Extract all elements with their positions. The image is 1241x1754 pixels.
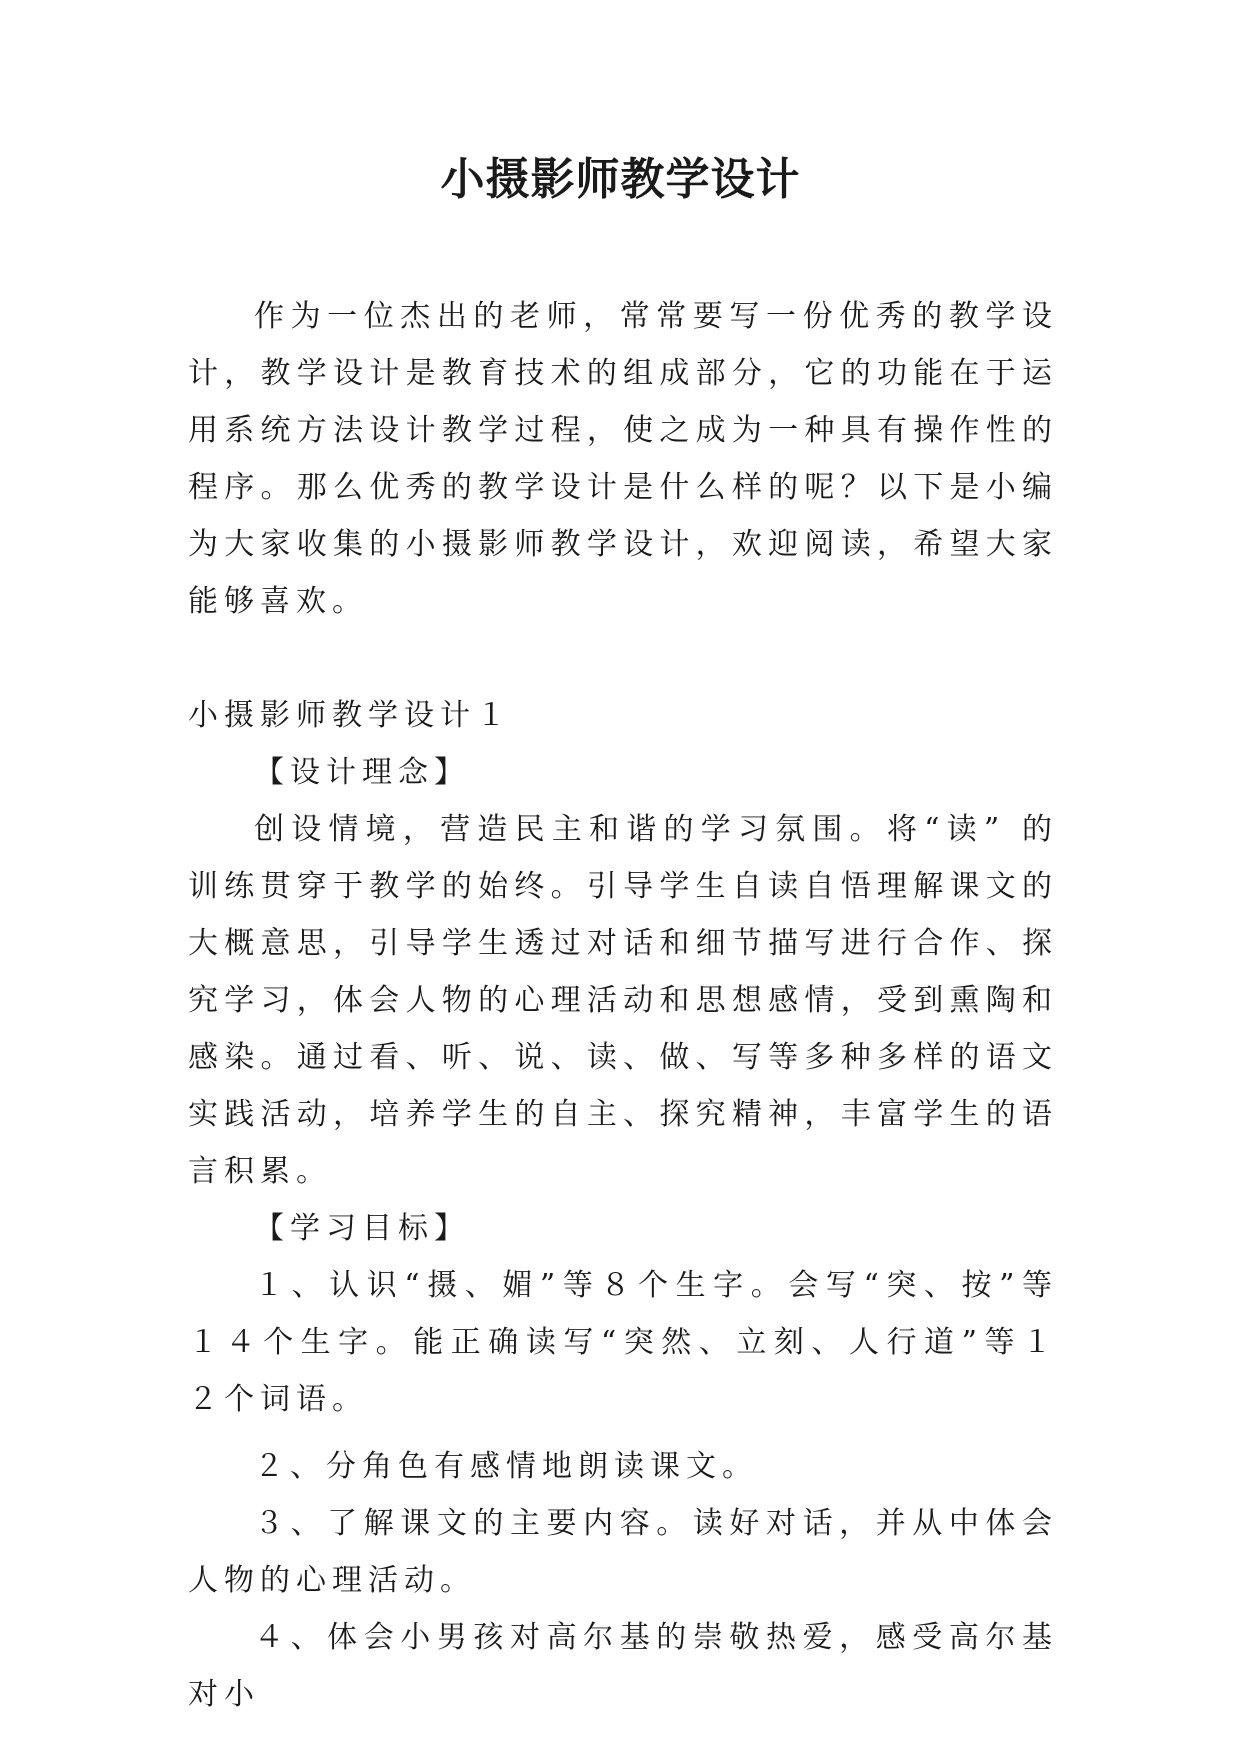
objectives-label: 【学习目标】 [254, 1211, 470, 1246]
design-concept-paragraph: 创设情境，营造民主和谐的学习氛围。将“读” 的训练贯穿于教学的始终。引导学生自读自悟理解课文的大概意思，引导学生透过对话和细节描写进行合作、探究学习，体会人物的心理活动和思想感情，受到熏陶和感染。通过看、听、说、读、做、写等多种多样的语文实践活动，培养学生的自主、探究精神，丰富学生的语言积累。 [188, 812, 1058, 1189]
blank-line [188, 630, 1058, 687]
objective-item-4: ４、体会小男孩对高尔基的崇敬热爱，感受高尔基对小 [188, 1620, 1058, 1712]
objective-item-2: ２、分角色有感情地朗读课文。 [254, 1449, 758, 1484]
objective-item-1: １、认识“摄、媚”等８个生字。会写“突、按”等１４个生字。能正确读写“突然、立刻、人行道”等１２个词语。 [188, 1268, 1058, 1417]
document-title: 小摄影师教学设计 [440, 154, 801, 205]
objective-item-3: ３、了解课文的主要内容。读好对话，并从中体会人物的心理活动。 [188, 1506, 1058, 1598]
intro-paragraph: 作为一位杰出的老师，常常要写一份优秀的教学设计，教学设计是教育技术的组成部分，它的功能在于运用系统方法设计教学过程，使之成为一种具有操作性的程序。那么优秀的教学设计是什么样的呢？以下是小编为大家收集的小摄影师教学设计，欢迎阅读，希望大家能够喜欢。 [188, 299, 1058, 619]
design-concept-label: 【设计理念】 [254, 755, 470, 790]
document-body [188, 288, 1058, 1723]
section-heading: 小摄影师教学设计１ [188, 698, 512, 733]
